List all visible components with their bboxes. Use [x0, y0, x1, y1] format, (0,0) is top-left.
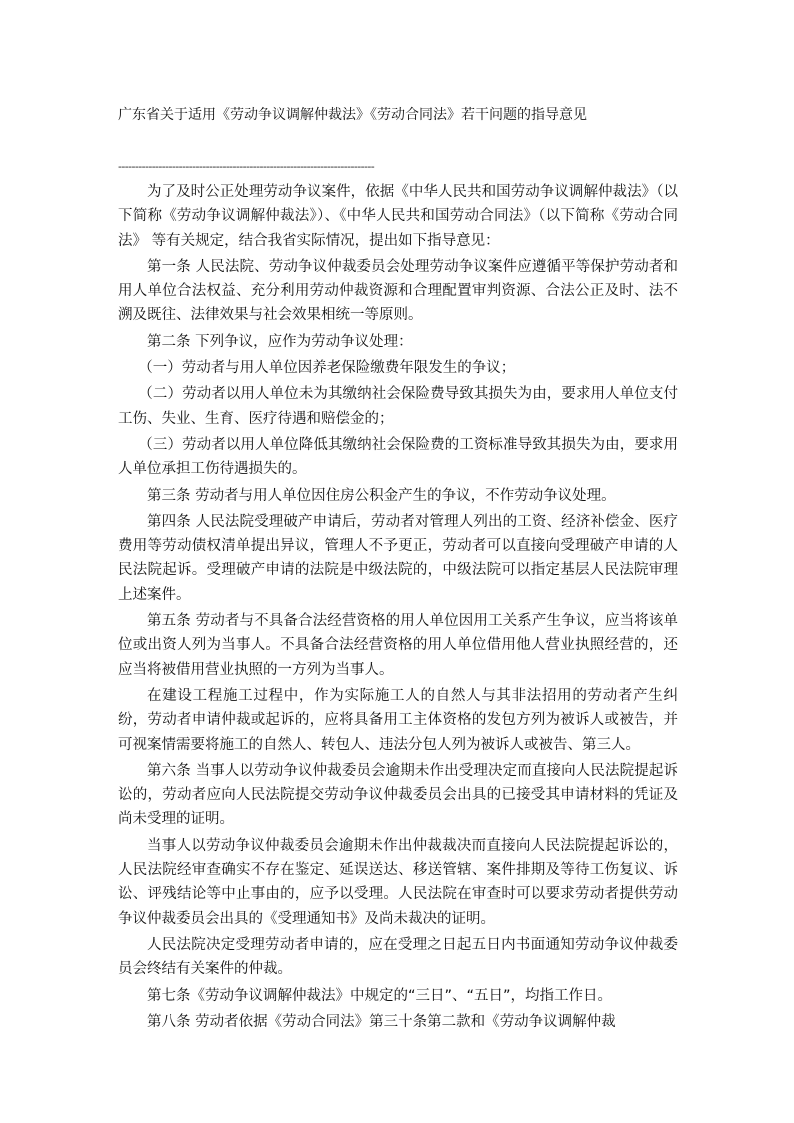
paragraph-article-2-item-1: （一）劳动者与用人单位因养老保险缴费年限发生的争议；	[138, 360, 516, 377]
paragraph-article-6-cont-1: 当事人以劳动争议仲裁委员会逾期未作出仲裁裁决而直接向人民法院提起诉讼的，人民法院经审查确实不存在鉴定、延误送达、移送管辖、案件排期及等待工伤复议、诉讼、评残结论等中止事由的，应予以受理。人民法院在审查时可以要求劳动者提供劳动争议仲裁委员会出具的《受理通知书》及尚未裁决的证明。	[118, 837, 678, 927]
paragraph-article-6: 第六条 当事人以劳动争议仲裁委员会逾期未作出受理决定而直接向人民法院提起诉讼的，劳动者应向人民法院提交劳动争议仲裁委员会出具的已接受其申请材料的凭证及尚未受理的证明。	[118, 762, 678, 828]
paragraph-article-2: 第二条 下列争议，应作为劳动争议处理：	[147, 333, 413, 350]
paragraph-article-4: 第四条 人民法院受理破产申请后，劳动者对管理人列出的工资、经济补偿金、医疗费用等劳动债权清单提出异议，管理人不予更正，劳动者可以直接向受理破产申请的人民法院起诉。受理破产申请的法院是中级法院的，中级法院可以指定基层人民法院审理上述案件。	[118, 513, 678, 603]
paragraph-article-3: 第三条 劳动者与用人单位因住房公积金产生的争议，不作劳动争议处理。	[147, 487, 616, 504]
paragraph-article-8: 第八条 劳动者依据《劳动合同法》第三十条第二款和《劳动争议调解仲裁	[147, 1013, 616, 1030]
document-title: 广东省关于适用《劳动争议调解仲裁法》《劳动合同法》若干问题的指导意见	[118, 107, 587, 123]
paragraph-article-5: 第五条 劳动者与不具备合法经营资格的用人单位因用工关系产生争议，应当将该单位或出资人列为当事人。不具备合法经营资格的用人单位借用他人营业执照经营的，还应当将被借用营业执照的一方列为当事人。	[118, 613, 678, 678]
paragraph-article-5-cont: 在建设工程施工过程中，作为实际施工人的自然人与其非法招用的劳动者产生纠纷，劳动者申请仲裁或起诉的，应将具备用工主体资格的发包方列为被诉人或被告，并可视案情需要将施工的自然人、转包人、违法分包人列为被诉人或被告、第三人。	[118, 687, 678, 753]
paragraph-article-1: 第一条 人民法院、劳动争议仲裁委员会处理劳动争议案件应遵循平等保护劳动者和用人单位合法权益、充分利用劳动仲裁资源和合理配置审判资源、合法公正及时、法不溯及既往、法律效果与社会效果相统一等原则。	[118, 258, 678, 324]
paragraph-article-6-cont-2: 人民法院决定受理劳动者申请的，应在受理之日起五日内书面通知劳动争议仲裁委员会终结有关案件的仲裁。	[118, 936, 678, 978]
document-body	[118, 180, 678, 1036]
paragraph-article-2-item-2: （二）劳动者以用人单位未为其缴纳社会保险费导致其损失为由，要求用人单位支付工伤、失业、生育、医疗待遇和赔偿金的；	[118, 386, 678, 427]
title-divider: ----------------------------------------------------------------------------	[118, 161, 375, 173]
paragraph-preamble: 为了及时公正处理劳动争议案件，依据《中华人民共和国劳动争议调解仲裁法》（以下简称《劳动争议调解仲裁法》）、《中华人民共和国劳动合同法》（以下简称《劳动合同法》 等有关规定，结合我省实际情况，提出如下指导意见：	[118, 184, 678, 249]
paragraph-article-7: 第七条《劳动争议调解仲裁法》中规定的“三日”、“五日”，均指工作日。	[147, 987, 613, 1004]
paragraph-article-2-item-3: （三）劳动者以用人单位降低其缴纳社会保险费的工资标准导致其损失为由，要求用人单位承担工伤待遇损失的。	[118, 436, 678, 478]
